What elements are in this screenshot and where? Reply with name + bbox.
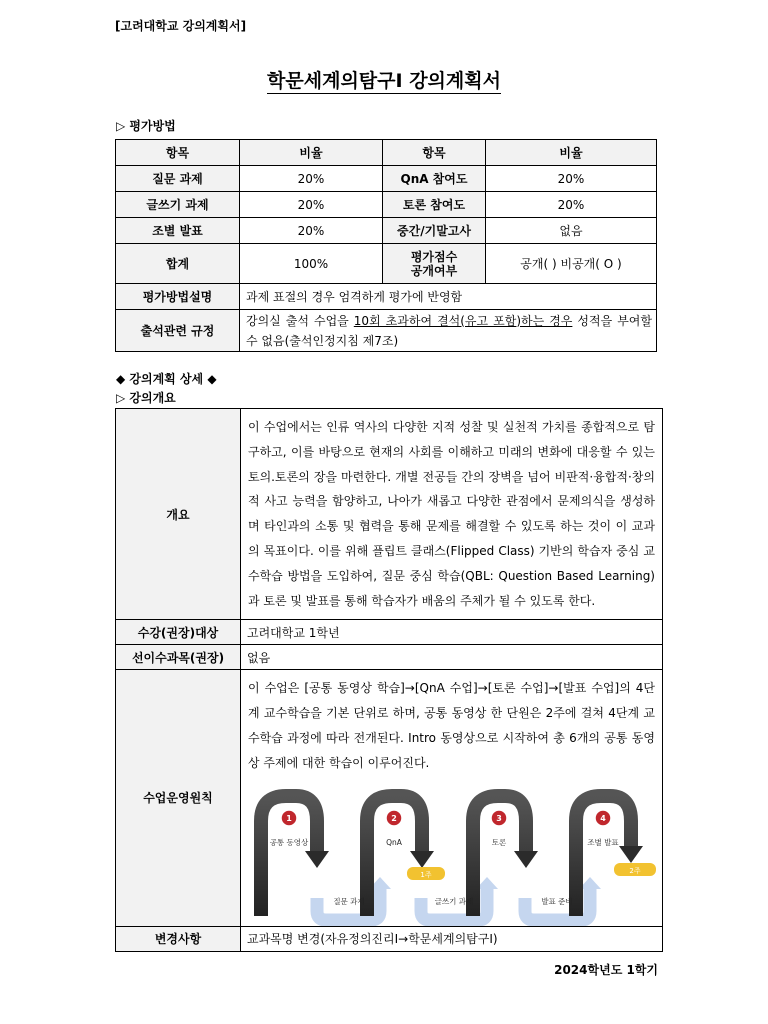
table-row: [116, 926, 663, 951]
course-plan-table: [115, 408, 663, 952]
step-1-number: 1: [286, 813, 292, 823]
step-4-number: 4: [600, 813, 606, 823]
ratio-value: 없음: [486, 218, 657, 244]
ops-cell: [241, 670, 663, 926]
table-row: [116, 670, 663, 926]
change-label: 변경사항: [116, 926, 241, 951]
eval-desc-value: 과제 표절의 경우 엄격하게 평가에 반영함: [240, 284, 657, 310]
table-row: [116, 244, 657, 284]
ratio-value: 20%: [240, 192, 383, 218]
col-header: 비율: [486, 140, 657, 166]
eval-desc-label: 평가방법설명: [116, 284, 240, 310]
semester-footer: 2024학년도 1학기: [554, 963, 658, 977]
step-3-label: 토론: [491, 837, 507, 847]
week-tag-2-label: 2주: [629, 866, 641, 875]
lower-label-1: 질문 과제: [333, 896, 365, 906]
overview-section-heading: ▷ 강의개요: [116, 391, 176, 405]
page-title: 학문세계의탐구Ⅰ 강의계획서: [267, 70, 501, 92]
document-header-tag: [고려대학교 강의계획서]: [115, 19, 247, 33]
item-label: 조별 발표: [116, 218, 240, 244]
step-4-label: 조별 발표: [587, 837, 619, 847]
total-label: 합계: [116, 244, 240, 284]
ratio-value: 20%: [240, 218, 383, 244]
table-row: [116, 645, 663, 670]
plan-section-heading: ◆ 강의계획 상세 ◆: [116, 372, 217, 386]
ratio-value: 20%: [240, 166, 383, 192]
col-header: 항목: [116, 140, 240, 166]
table-row: [116, 192, 657, 218]
table-header-row: [116, 140, 657, 166]
table-row: [116, 218, 657, 244]
score-public-label: 평가점수 공개여부: [383, 244, 486, 284]
ratio-value: 20%: [486, 166, 657, 192]
table-row: [116, 166, 657, 192]
overview-text: 이 수업에서는 인류 역사의 다양한 지적 성찰 및 실천적 가치를 종합적으로 탐구하고, 이를 바탕으로 현재의 사회를 이해하고 미래의 변화에 대응할 수 있는 토의.토론의 장을 마련한다. 개별 전공들 간의 장벽을 넘어 비판적·융합적·창의적 사고 능력을 함양하고, 나아가 새롭고 다양한 관점에서 문제의식을 생성하며 타인과의 소통 및 협력을 통해 문제를 해결할 수 있도록 하는 것이 이 교과의 목표이다. 이를 위해 플립트 클래스(Flipped Class) 기반의 학습자 중심 교수학습 방법을 도입하여, 질문 중심 학습(QBL: Question Based Learning)과 토론 및 발표를 통해 학습자가 배움의 주체가 될 수 있도록 한다.: [241, 409, 663, 620]
target-value: 고려대학교 1학년: [241, 620, 663, 645]
table-row: [116, 620, 663, 645]
ops-text: 이 수업은 [공통 동영상 학습]→[QnA 수업]→[토론 수업]→[발표 수업]의 4단계 교수학습을 기본 단위로 하며, 공통 동영상 한 단원은 2주에 걸쳐 4단계 교수학습 과정에 따라 전개된다. Intro 동영상으로 시작하여 총 6개의 공통 동영상 주제에 대한 학습이 이루어진다.: [248, 681, 655, 770]
overview-label: 개요: [116, 409, 241, 620]
step-2-number: 2: [391, 813, 397, 823]
change-value: 교과목명 변경(자유정의진리Ⅰ→학문세계의탐구Ⅰ): [241, 926, 663, 951]
step-3-number: 3: [496, 813, 502, 823]
table-row: [116, 310, 657, 352]
table-row: [116, 409, 663, 620]
learning-cycle-diagram: [241, 776, 661, 926]
item-label: 질문 과제: [116, 166, 240, 192]
step-1-label: 공통 동영상: [269, 837, 309, 847]
col-header: 항목: [383, 140, 486, 166]
prereq-value: 없음: [241, 645, 663, 670]
ratio-value: 20%: [486, 192, 657, 218]
ops-label: 수업운영원칙: [116, 670, 241, 926]
lower-label-3: 발표 준비: [541, 896, 573, 906]
score-public-value: 공개( ) 비공개( O ): [486, 244, 657, 284]
total-value: 100%: [240, 244, 383, 284]
step-2-label: QnA: [386, 837, 402, 847]
attendance-value: 강의실 출석 수업을 10회 초과하여 결석(유고 포함)하는 경우 성적을 부여할 수 없음(출석인정지침 제7조): [240, 310, 657, 352]
table-row: [116, 284, 657, 310]
item-label: 토론 참여도: [383, 192, 486, 218]
attendance-label: 출석관련 규정: [116, 310, 240, 352]
evaluation-table: [115, 139, 657, 352]
week-tag-1-label: 1주: [420, 870, 432, 879]
target-label: 수강(권장)대상: [116, 620, 241, 645]
lower-label-2: 글쓰기 과제: [434, 896, 474, 906]
item-label: QnA 참여도: [383, 166, 486, 192]
prereq-label: 선이수과목(권장): [116, 645, 241, 670]
col-header: 비율: [240, 140, 383, 166]
item-label: 중간/기말고사: [383, 218, 486, 244]
eval-section-heading: ▷ 평가방법: [116, 119, 176, 133]
item-label: 글쓰기 과제: [116, 192, 240, 218]
